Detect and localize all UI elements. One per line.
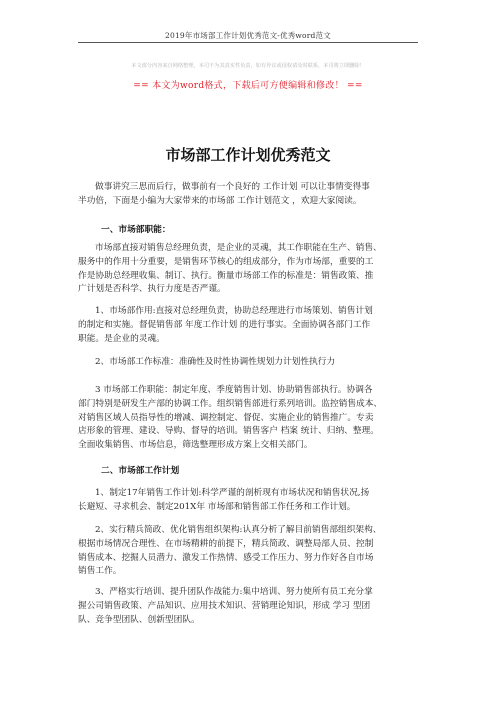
disclaimer-text: 本文部分内容来自网络整理，本司不为其真实性负责，如有异议或侵权请及时联系，本司将立即删除！	[131, 63, 365, 69]
section-heading-plan: 二、市场部工作计划	[101, 466, 180, 476]
text-line: 1、制定17年销售工作计划:科学严谨的剖析现有市场状况和销售状况,扬	[95, 488, 370, 498]
text-line: 3、严格实行培训、提升团队作战能力:集中培训、努力使所有员工充分掌	[95, 587, 373, 597]
intro-paragraph	[78, 181, 430, 209]
text-line: 长避短、寻求机会、制定201X年 市场部和销售部工作任务和工作计划。	[78, 501, 356, 512]
paragraph	[78, 384, 430, 453]
text-line: 广计划是否科学、执行力度是否严谨。	[78, 284, 226, 295]
text-line: 做事讲究三思而后行，做事前有一个良好的 工作计划 可以让事情变得事	[95, 182, 370, 192]
text-line: 服务中的作用十分重要，是销售环节核心的组成部分，作为市场部，重要的工	[78, 256, 374, 267]
text-line: 部门特别是研发生产部的协调工作。组织销售部进行系列培训。监控销售成本、	[78, 398, 383, 409]
text-line: 作是协助总经理收集、制订、执行。衡量市场部工作的标准是：销售政策、推	[78, 270, 374, 281]
paragraph	[78, 242, 430, 297]
text-line: 销售成本、挖掘人员潜力、激发工作热情、感受工作压力、努力作好各自市场	[78, 552, 374, 563]
text-line: 握公司销售政策、产品知识、应用技术知识、营销理论知识，形成 学习 型团	[78, 600, 371, 611]
text-line: 销售工作。	[78, 566, 122, 577]
paragraph	[78, 524, 430, 579]
text-line: 3 市场部工作职能：制定年度、季度销售计划、协助销售部执行。协调各	[95, 385, 373, 395]
paragraph	[78, 305, 430, 346]
text-line: 对销售区域人员指导性的增减、调控制定、督促、实施企业的销售推广。专卖	[78, 412, 374, 423]
paragraph	[78, 586, 430, 627]
text-line: 根据市场情况合理性、在市场精耕的前提下，精兵简政、调整局部人员、控制	[78, 538, 374, 549]
text-line: 1、市场部作用:直接对总经理负责，协助总经理进行市场策划、销售计划	[95, 306, 373, 316]
text-line: 市场部直接对销售总经理负责，是企业的灵魂，其工作职能在生产、销售、	[95, 243, 382, 253]
text-line: 半功倍，下面是小编为大家带来的市场部 工作计划范文 ，欢迎大家阅读。	[78, 195, 362, 206]
paragraph	[78, 356, 430, 370]
text-line: 全面收集销售、市场信息，筛选整理形成方案上交相关部门。	[78, 440, 313, 451]
section-heading-functions: 一、市场部职能：	[101, 225, 171, 235]
text-line: 店形象的管理、建设、导购、督导的培训。销售客户 档案 统计、归纳、整理。	[78, 426, 379, 437]
document-title: 市场部工作计划优秀范文	[165, 146, 331, 164]
header-divider	[78, 42, 418, 43]
text-line: 队、竞争型团队、创新型团队。	[78, 614, 200, 625]
text-line: 职能。是企业的灵魂。	[78, 333, 165, 344]
text-line: 的制定和实施。督促销售部 年度工作计划 的进行事实。全面协调各部门工作	[78, 319, 371, 330]
text-line: 2、市场部工作标准：准确性及时性协调性规划力计划性执行力	[95, 357, 336, 367]
word-format-notice: == 本文为word格式，下载后可方便编辑和修改！ ==	[133, 81, 363, 91]
paragraph	[78, 487, 430, 515]
text-line: 2、实行精兵简政、优化销售组织架构:认真分析了解目前销售部组织架构、	[95, 525, 382, 535]
page-header-title: 2019年市场部工作计划优秀范文-优秀word范文	[165, 31, 331, 40]
